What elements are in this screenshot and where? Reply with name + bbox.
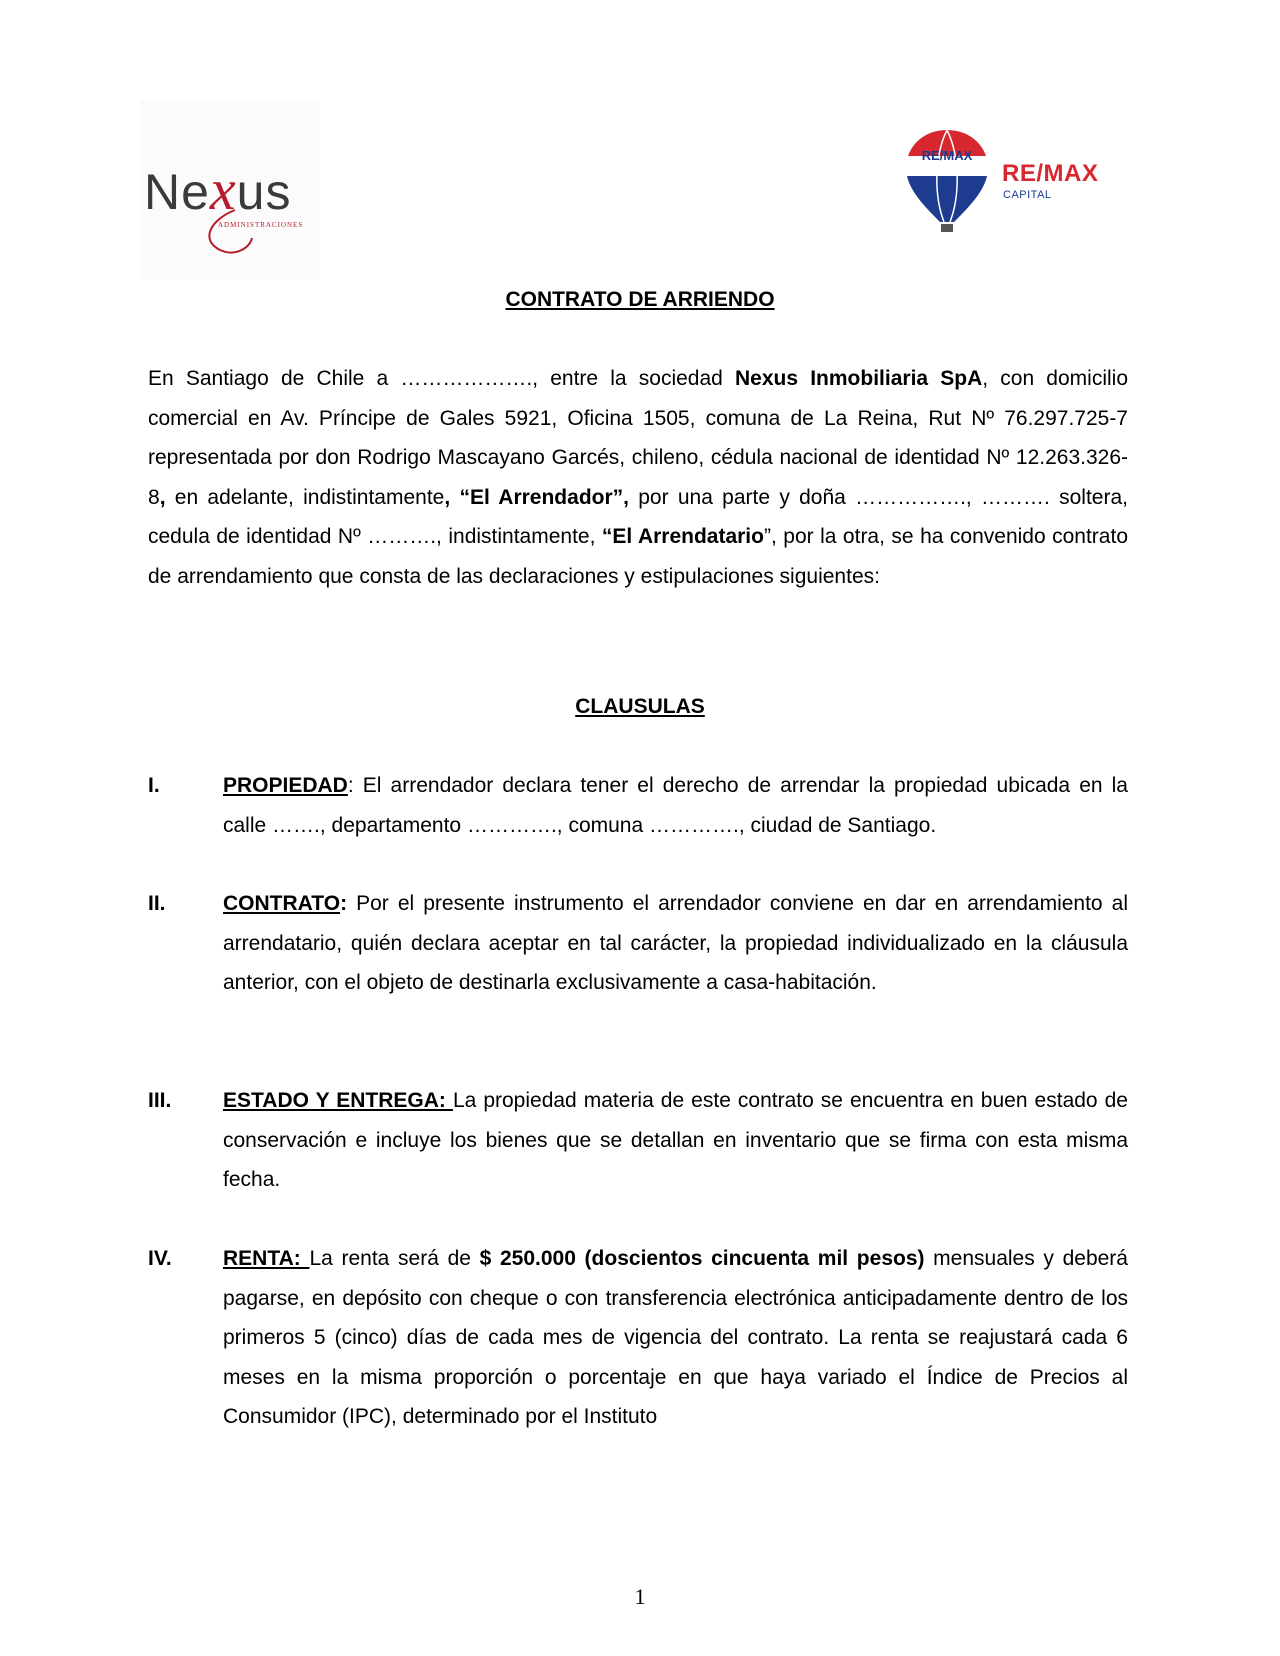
svg-text:RE/MAX: RE/MAX (921, 148, 973, 163)
document-title: CONTRATO DE ARRIENDO (505, 288, 775, 311)
remax-sub: CAPITAL (1003, 189, 1052, 201)
clause-number: III. (148, 1089, 172, 1112)
balloon-icon (902, 126, 992, 238)
clause-renta: RENTA: La renta será de $ 250.000 (doscientos cincuenta mil pesos) mensuales y deberá pagarse, en depósito con cheque o con transferencia electrónica anticipadamente dentro de los primeros 5 (cinco) días de cada mes de vigencia del contrato. La renta se reajustará cada 6 meses en la misma proporción o porcentaje en que haya variado el Índice de Precios al Consumidor (IPC), determinado por el Instituto (223, 1247, 1128, 1428)
clause-number: I. (148, 774, 160, 797)
clause-heading: PROPIEDAD (223, 774, 348, 797)
clause-number: IV. (148, 1247, 172, 1270)
clause-estado-entrega: ESTADO Y ENTREGA: La propiedad materia de este contrato se encuentra en buen estado de conservación e incluye los bienes que se detallan en inventario que se firma con esta misma fecha. (223, 1089, 1128, 1191)
clause-number: II. (148, 892, 166, 915)
nexus-logo (140, 100, 320, 280)
clauses-heading: CLAUSULAS (575, 695, 705, 718)
remax-wordmark: RE/MAX (1002, 160, 1099, 187)
clause-heading: RENTA: (223, 1247, 310, 1270)
nexus-tagline: ADMINISTRACIONES (218, 221, 304, 229)
clause-heading: ESTADO Y ENTREGA: (223, 1089, 453, 1112)
intro-paragraph: En Santiago de Chile a ………………., entre la sociedad Nexus Inmobiliaria SpA, con domicilio comercial en Av. Príncipe de Gales 5921, Oficina 1505, comuna de La Reina, Rut Nº 76.297.725-7 representada por don Rodrigo Mascayano Garcés, chileno, cédula nacional de identidad Nº 12.263.326-8, en adelante, indistintamente, “El Arrendador”, por una parte y doña ……………., ………. soltera, cedula de identidad Nº ………., indistintamente, “El Arrendatario”, por la otra, se ha convenido contrato de arrendamiento que consta de las declaraciones y estipulaciones siguientes: (148, 367, 1129, 588)
clause-heading: CONTRATO (223, 892, 341, 915)
page-number: 1 (634, 1584, 646, 1609)
nexus-wordmark: Nexus (144, 157, 292, 222)
clause-propiedad: PROPIEDAD: El arrendador declara tener el derecho de arrendar la propiedad ubicada en la calle ……., departamento …………., comuna …………., ciudad de Santiago. (223, 774, 1128, 837)
clause-contrato: CONTRATO: Por el presente instrumento el arrendador conviene en dar en arrendamiento al arrendatario, quién declara aceptar en tal carácter, la propiedad individualizado en la cláusula anterior, con el objeto de destinarla exclusivamente a casa-habitación. (223, 892, 1128, 994)
remax-logo (902, 126, 1112, 238)
